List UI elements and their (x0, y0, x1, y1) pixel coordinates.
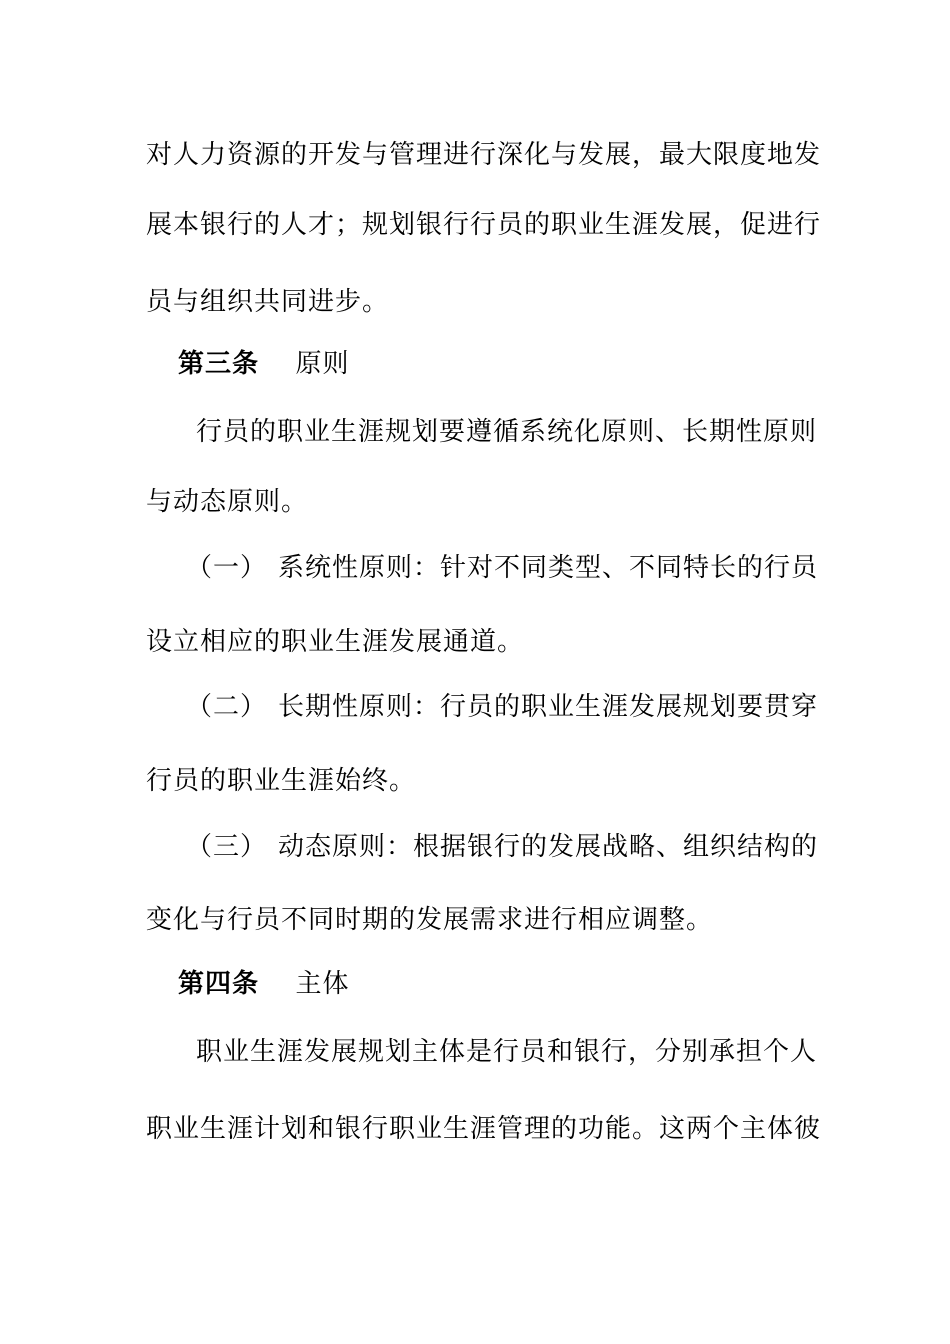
paragraph-line: 展本银行的人才；规划银行行员的职业生涯发展，促进行 (146, 210, 822, 240)
paragraph-line: 职业生涯计划和银行职业生涯管理的功能。这两个主体彼 (146, 1114, 822, 1144)
paragraph-line: 与动态原则。 (146, 487, 309, 517)
paragraph-line: 职业生涯发展规划主体是行员和银行，分别承担个人 (196, 1037, 818, 1067)
list-item-3 (186, 830, 846, 864)
list-item-2 (186, 690, 846, 724)
paragraph-line: 设立相应的职业生涯发展通道。 (146, 627, 525, 657)
paragraph-line: 对人力资源的开发与管理进行深化与发展，最大限度地发 (146, 140, 822, 170)
paragraph-line: 行员的职业生涯始终。 (146, 766, 417, 796)
list-item-number: （二） (186, 692, 268, 722)
article-3-heading (178, 347, 838, 381)
article-number: 第四条 (178, 969, 260, 999)
list-item-number: （一） (186, 553, 268, 583)
paragraph-line: 行员的职业生涯规划要遵循系统化原则、长期性原则 (196, 417, 818, 447)
article-title: 主体 (295, 969, 350, 999)
list-item-1 (186, 551, 846, 585)
list-item-text: 系统性原则：针对不同类型、不同特长的行员 (278, 553, 819, 583)
list-item-text: 长期性原则：行员的职业生涯发展规划要贯穿 (278, 692, 819, 722)
article-number: 第三条 (178, 349, 260, 379)
article-title: 原则 (295, 349, 350, 379)
paragraph-line: 员与组织共同进步。 (146, 287, 390, 317)
list-item-number: （三） (186, 832, 268, 862)
article-4-heading (178, 967, 838, 1001)
paragraph-line: 变化与行员不同时期的发展需求进行相应调整。 (146, 905, 714, 935)
list-item-text: 动态原则：根据银行的发展战略、组织结构的 (278, 832, 819, 862)
